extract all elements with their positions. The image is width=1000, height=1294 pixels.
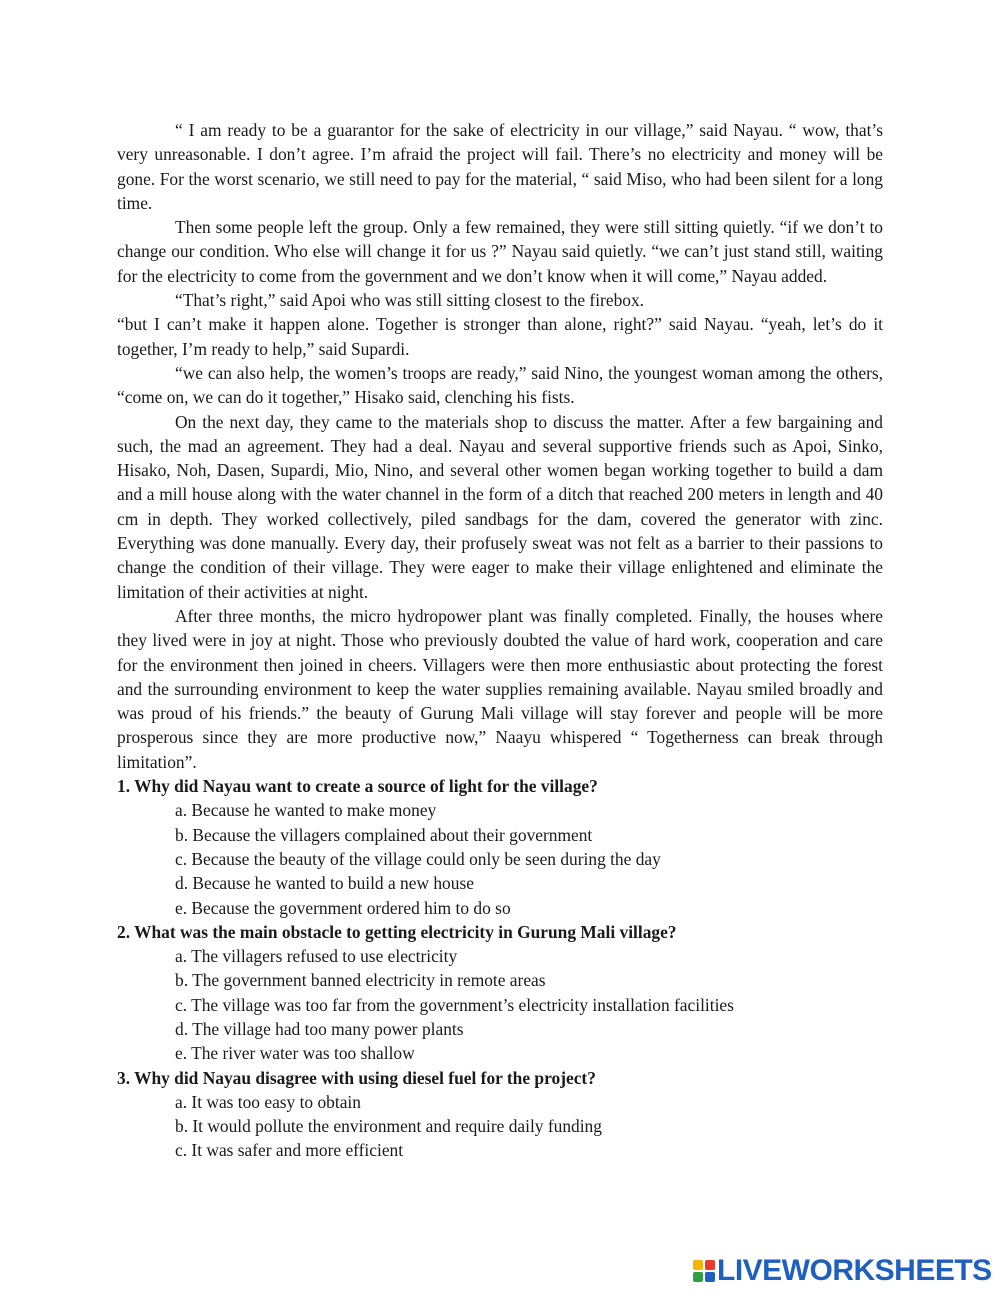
logo-square-green — [693, 1272, 703, 1282]
story-paragraph: After three months, the micro hydropower plant was finally completed. Finally, the houses where they lived were in joy at night. Those who previously doubted the value of hard work, cooperation and care for the environment then joined in cheers. Villagers were then more enthusiastic about protecting the forest and the surrounding environment to keep the water supplies remaining available. Nayau smiled broadly and was proud of his friends.” the beauty of Gurung Mali village will stay forever and people will be more prosperous since they are more productive now,” Naayu whispered “ Togetherness can break through limitation”. — [117, 605, 883, 772]
question-1: 1. Why did Nayau want to create a source of light for the village? — [117, 776, 598, 797]
liveworksheets-brand-text: LIVEWORKSHEETS — [717, 1254, 992, 1287]
story-paragraph: “That’s right,” said Apoi who was still sitting closest to the firebox. — [175, 290, 645, 311]
question-2: 2. What was the main obstacle to getting electricity in Gurung Mali village? — [117, 921, 677, 942]
story-paragraph: “we can also help, the women’s troops are ready,” said Nino, the youngest woman among the others, “come on, we can do it together,” Hisako said, clenching his fists. — [117, 362, 883, 408]
story-paragraph: “but I can’t make it happen alone. Together is stronger than alone, right?” said Nayau. “yeah, let’s do it together, I’m ready to help,” said Supardi. — [117, 314, 883, 359]
story-paragraph: Then some people left the group. Only a few remained, they were still sitting quietly. “if we don’t to change our condition. Who else will change it for us ?” Nayau said quietly. “we can’t just stand still, waiting for the electricity to come from the government and we don’t know when it will come,” Nayau added. — [117, 217, 883, 286]
liveworksheets-logo-icon — [693, 1260, 715, 1282]
question-3-option-a[interactable]: a. It was too easy to obtain — [175, 1091, 361, 1112]
question-1-option-a[interactable]: a. Because he wanted to make money — [175, 800, 437, 821]
question-2-option-a[interactable]: a. The villagers refused to use electricity — [175, 946, 458, 967]
question-2-option-e[interactable]: e. The river water was too shallow — [175, 1043, 415, 1064]
question-2-option-d[interactable]: d. The village had too many power plants — [175, 1018, 464, 1039]
logo-square-red — [705, 1260, 715, 1270]
question-2-option-b[interactable]: b. The government banned electricity in remote areas — [175, 970, 546, 991]
liveworksheets-logo — [693, 1254, 992, 1287]
question-3: 3. Why did Nayau disagree with using diesel fuel for the project? — [117, 1067, 596, 1088]
story-paragraph: On the next day, they came to the materials shop to discuss the matter. After a few bargaining and such, the mad an agreement. They had a deal. Nayau and several supportive friends such as Apoi, Sinko, Hisako, Noh, Dasen, Supardi, Mio, Nino, and several other women began working together to build a dam and a mill house along with the water channel in the form of a ditch that reached 200 meters in length and 40 cm in depth. They worked collectively, piled sandbags for the dam, covered the generator with zinc. Everything was done manually. Every day, their profusely sweat was not felt as a barrier to their passions to change the condition of their village. They were eager to make their village enlightened and eliminate the limitation of their activities at night. — [117, 411, 883, 602]
logo-square-blue — [705, 1272, 715, 1282]
worksheet-page — [117, 118, 883, 1163]
question-3-option-b[interactable]: b. It would pollute the environment and require daily funding — [175, 1116, 602, 1137]
question-1-option-c[interactable]: c. Because the beauty of the village could only be seen during the day — [175, 848, 661, 869]
question-2-option-c[interactable]: c. The village was too far from the government’s electricity installation facilities — [175, 994, 734, 1015]
question-1-option-d[interactable]: d. Because he wanted to build a new house — [175, 873, 474, 894]
question-1-option-b[interactable]: b. Because the villagers complained about their government — [175, 824, 593, 845]
question-3-option-c[interactable]: c. It was safer and more efficient — [175, 1140, 404, 1161]
question-1-option-e[interactable]: e. Because the government ordered him to do so — [175, 897, 511, 918]
story-paragraph: “ I am ready to be a guarantor for the sake of electricity in our village,” said Nayau. “ wow, that’s very unreasonable. I don’t agree. I’m afraid the project will fail. There’s no electricity and money will be gone. For the worst scenario, we still need to pay for the material, “ said Miso, who had been silent for a long time. — [117, 120, 883, 213]
logo-square-yellow — [693, 1260, 703, 1270]
